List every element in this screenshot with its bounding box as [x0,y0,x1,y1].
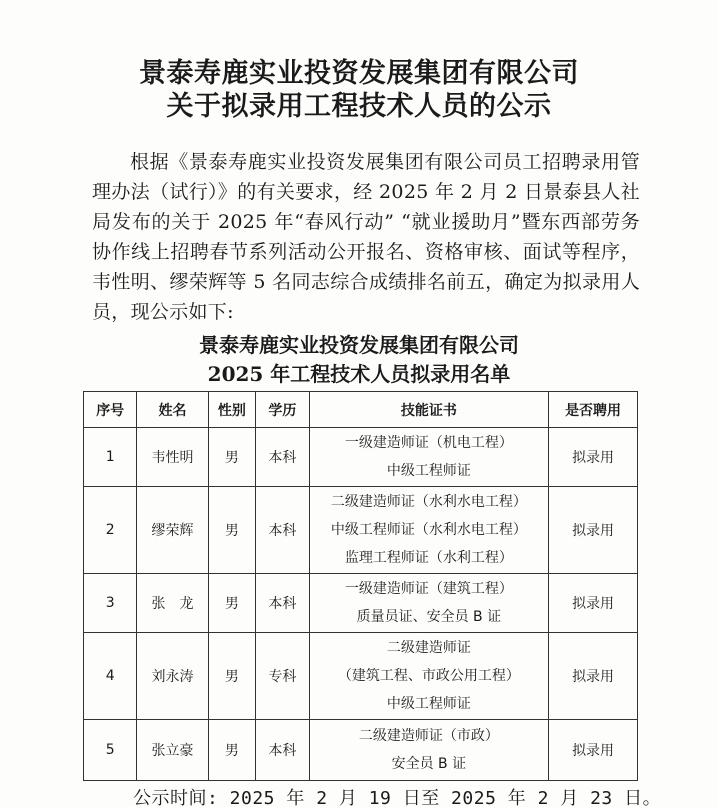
row-hired: 拟录用 [549,720,638,781]
header-hired: 是否聘用 [549,392,638,428]
row-education: 专科 [256,633,309,720]
row-name: 张立豪 [137,720,208,781]
table-title-line2: 2025 年工程技术人员拟录用名单 [207,362,511,386]
certificate-line: 中级工程师证 [386,463,471,479]
certificate-line: 二级建造师证 [386,640,471,656]
certificate-line: 安全员 B 证 [391,756,467,772]
row-index: 4 [84,633,137,720]
row-index: 2 [84,487,137,574]
row-certificates [309,633,549,720]
certificate-line: 一级建造师证（机电工程） [344,435,513,451]
announcement-body: 根据《景泰寿鹿实业投资发展集团有限公司员工招聘录用管理办法（试行）》的有关要求，经 2025 年 2 月 2 日景泰县人社局发布的关于 2025 年“春风行动” “就业援助月”暨东西部劳务协作线上招聘春节系列活动公开报名、资格审核、面试等程序，韦性明、缪荣辉等 5 名同志综合成绩排名前五，确定为拟录用人员，现公示如下: [92,151,640,323]
row-certificates [309,720,549,781]
row-index: 5 [84,720,137,781]
hiring-roster-table [83,391,638,781]
row-hired: 拟录用 [549,633,638,720]
row-gender: 男 [208,428,255,487]
row-education: 本科 [256,720,309,781]
row-index: 1 [84,428,137,487]
row-gender: 男 [208,633,255,720]
header-name: 姓名 [137,392,208,428]
row-education: 本科 [256,574,309,633]
row-name: 韦性明 [137,428,208,487]
document-title-line2: 关于拟录用工程技术人员的公示 [166,91,552,122]
certificate-line: 质量员证、安全员 B 证 [356,609,502,625]
table-row [84,633,638,720]
certificate-line: 二级建造师证（市政） [358,728,499,744]
row-gender: 男 [208,574,255,633]
table-row [84,428,638,487]
row-certificates [309,574,549,633]
certificate-line: 一级建造师证（建筑工程） [344,581,513,597]
row-index: 3 [84,574,137,633]
certificate-line: 中级工程师证 [386,696,471,712]
row-certificates [309,487,549,574]
header-certificates: 技能证书 [309,392,549,428]
certificate-line: （建筑工程、市政公用工程） [337,668,520,684]
row-certificates [309,428,549,487]
document-title-line1: 景泰寿鹿实业投资发展集团有限公司 [139,58,579,89]
row-hired: 拟录用 [549,487,638,574]
table-row [84,487,638,574]
row-name: 缪荣辉 [137,487,208,574]
row-hired: 拟录用 [549,574,638,633]
table-header-row [84,392,638,428]
header-index: 序号 [84,392,137,428]
row-hired: 拟录用 [549,428,638,487]
table-title-line1: 景泰寿鹿实业投资发展集团有限公司 [199,333,519,357]
row-name: 张 龙 [137,574,208,633]
table-row [84,574,638,633]
row-gender: 男 [208,487,255,574]
table-row [84,720,638,781]
row-education: 本科 [256,487,309,574]
header-education: 学历 [256,392,309,428]
row-education: 本科 [256,428,309,487]
row-gender: 男 [208,720,255,781]
certificate-line: 中级工程师证（水利水电工程） [330,522,527,538]
row-name: 刘永涛 [137,633,208,720]
header-gender: 性别 [208,392,255,428]
publicity-period: 公示时间: 2025 年 2 月 19 日至 2025 年 2 月 23 日。 [133,788,662,809]
certificate-line: 二级建造师证（水利水电工程） [330,494,527,510]
certificate-line: 监理工程师证（水利工程） [344,550,513,566]
